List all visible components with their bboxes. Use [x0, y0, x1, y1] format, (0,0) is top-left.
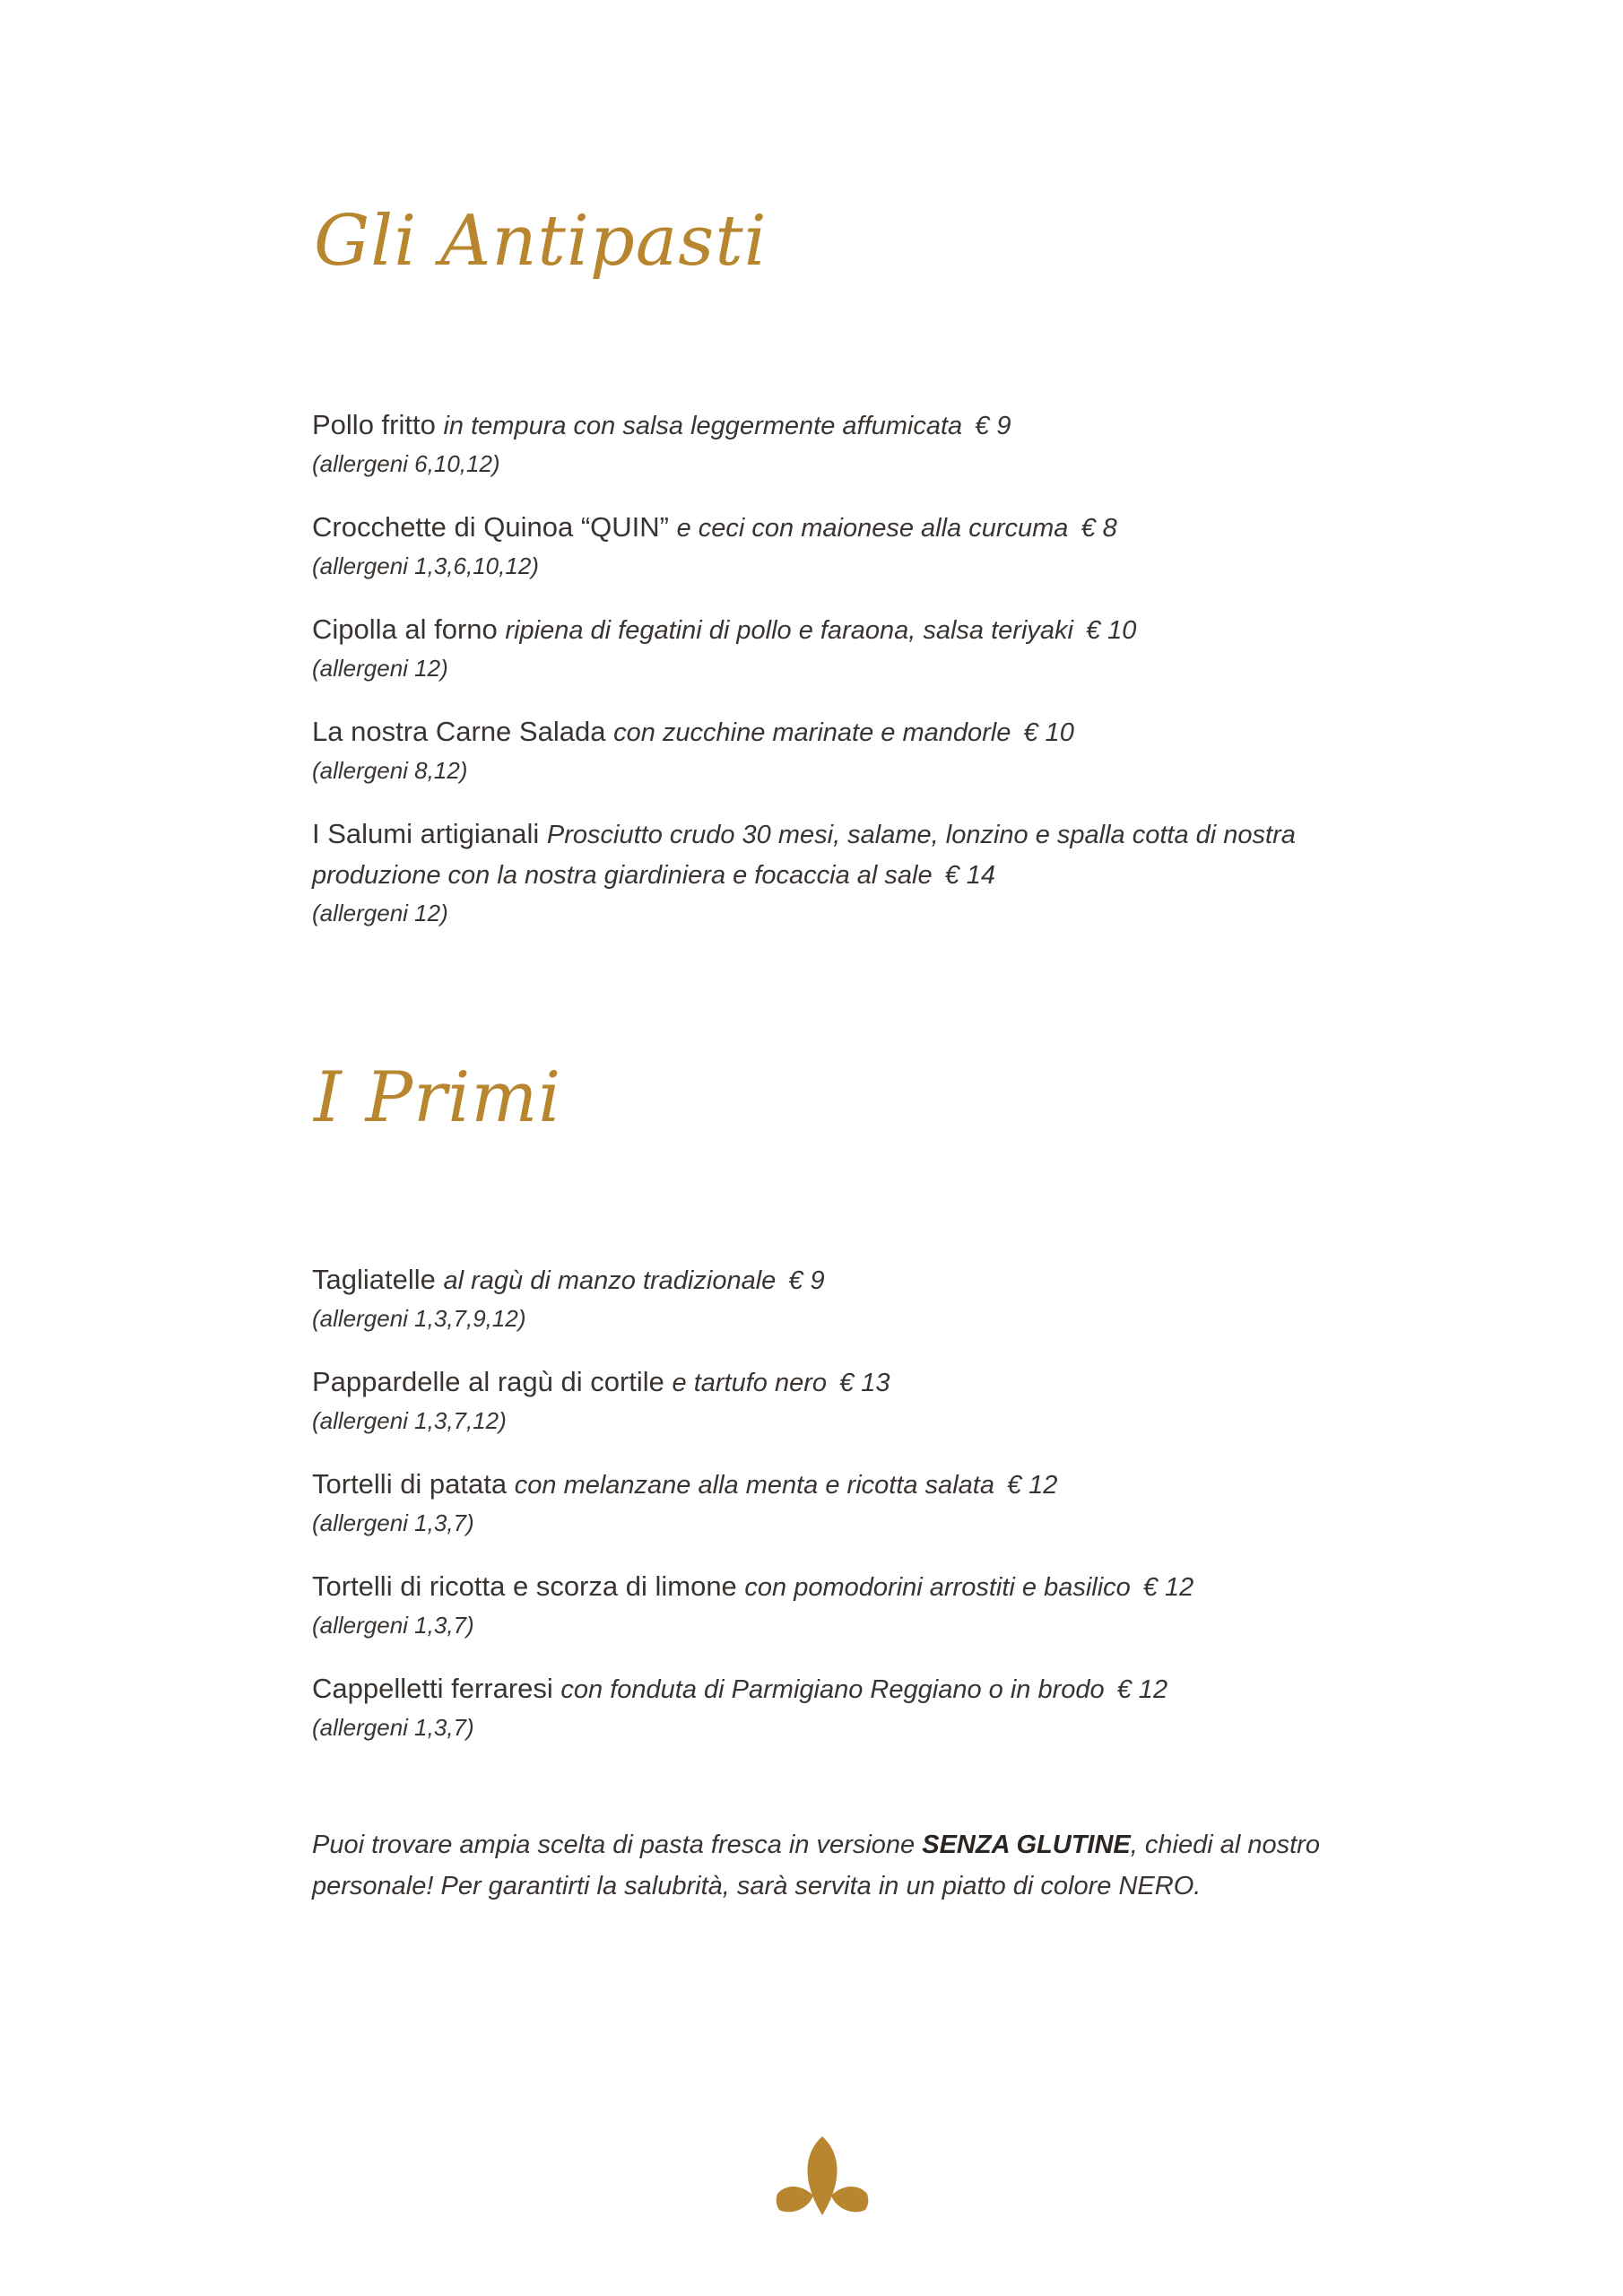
item-allergens: (allergeni 1,3,7): [312, 1714, 474, 1741]
item-description: con fonduta di Parmigiano Reggiano o in brodo: [560, 1675, 1105, 1704]
item-price: € 12: [1142, 1573, 1194, 1602]
item-description: e tartufo nero: [672, 1369, 828, 1397]
menu-item: [312, 508, 1343, 584]
item-description: in tempura con salsa leggermente affumicata: [443, 412, 963, 440]
item-price: € 10: [1085, 616, 1137, 645]
item-name: Tortelli di patata: [312, 1468, 508, 1500]
item-description: al ragù di manzo tradizionale: [443, 1266, 777, 1295]
item-price: € 9: [788, 1266, 825, 1295]
item-allergens: (allergeni 1,3,7,9,12): [312, 1305, 526, 1332]
item-description: e ceci con maionese alla curcuma: [676, 514, 1069, 543]
item-price: € 12: [1006, 1471, 1058, 1500]
item-allergens: (allergeni 12): [312, 655, 448, 682]
item-description: ripiena di fegatini di pollo e faraona, salsa teriyaki: [505, 616, 1073, 645]
item-allergens: (allergeni 8,12): [312, 757, 468, 784]
item-allergens: (allergeni 1,3,7,12): [312, 1407, 507, 1434]
item-name: Cappelletti ferraresi: [312, 1673, 553, 1704]
menu-item: [312, 1362, 1343, 1439]
note-text-before: Puoi trovare ampia scelta di pasta fresca in versione: [312, 1831, 923, 1859]
item-name: Tortelli di ricotta e scorza di limone: [312, 1570, 737, 1602]
item-allergens: (allergeni 1,3,7): [312, 1612, 474, 1639]
item-name: Cipolla al forno: [312, 613, 498, 645]
item-price: € 8: [1081, 514, 1117, 543]
item-line: [312, 1362, 1343, 1403]
section-title-antipasti: Gli Antipasti: [314, 201, 768, 282]
leaf-logo-icon: [776, 2133, 869, 2219]
antipasti-list: [312, 405, 1343, 957]
menu-item: [312, 712, 1343, 788]
menu-item: [312, 1669, 1343, 1745]
menu-item: [312, 814, 1343, 931]
menu-item: [312, 1567, 1343, 1643]
item-name: Tagliatelle: [312, 1264, 436, 1295]
item-price: € 9: [975, 412, 1011, 440]
item-name: I Salumi artigianali: [312, 818, 540, 849]
note-highlight: SENZA GLUTINE: [922, 1831, 1131, 1859]
menu-item: [312, 405, 1343, 482]
item-allergens: (allergeni 6,10,12): [312, 450, 500, 477]
item-description: con zucchine marinate e mandorle: [613, 718, 1011, 747]
item-line: [312, 405, 1343, 446]
item-line: [312, 508, 1343, 548]
item-price: € 10: [1023, 718, 1074, 747]
section-title-primi: I Primi: [314, 1057, 562, 1138]
item-name: Crocchette di Quinoa “QUIN”: [312, 511, 669, 543]
item-allergens: (allergeni 1,3,7): [312, 1509, 474, 1536]
item-description: con pomodorini arrostiti e basilico: [744, 1573, 1131, 1602]
item-price: € 12: [1116, 1675, 1168, 1704]
item-line: [312, 814, 1343, 895]
item-allergens: (allergeni 1,3,6,10,12): [312, 552, 539, 579]
item-line: [312, 1465, 1343, 1505]
item-line: [312, 610, 1343, 650]
menu-item: [312, 1465, 1343, 1541]
item-line: [312, 1669, 1343, 1709]
item-allergens: (allergeni 12): [312, 900, 448, 926]
item-price: € 13: [839, 1369, 890, 1397]
item-line: [312, 712, 1343, 752]
menu-item: [312, 1260, 1343, 1336]
menu-item: [312, 610, 1343, 686]
note-text-after: , chiedi al nostro personale! Per garantirti la salubrità, sarà servita in un piatto di colore NERO.: [312, 1831, 1320, 1900]
item-line: [312, 1260, 1343, 1300]
item-price: € 14: [944, 861, 996, 890]
item-description: con melanzane alla menta e ricotta salata: [514, 1471, 994, 1500]
gluten-free-note: [312, 1824, 1388, 1907]
item-description: Prosciutto crudo 30 mesi, salame, lonzino e spalla cotta di nostra produzione con la nostra giardiniera e focaccia al sale: [312, 821, 1296, 890]
primi-list: [312, 1260, 1343, 1771]
item-name: Pappardelle al ragù di cortile: [312, 1366, 664, 1397]
item-name: Pollo fritto: [312, 409, 436, 440]
item-name: La nostra Carne Salada: [312, 716, 606, 747]
item-line: [312, 1567, 1343, 1607]
